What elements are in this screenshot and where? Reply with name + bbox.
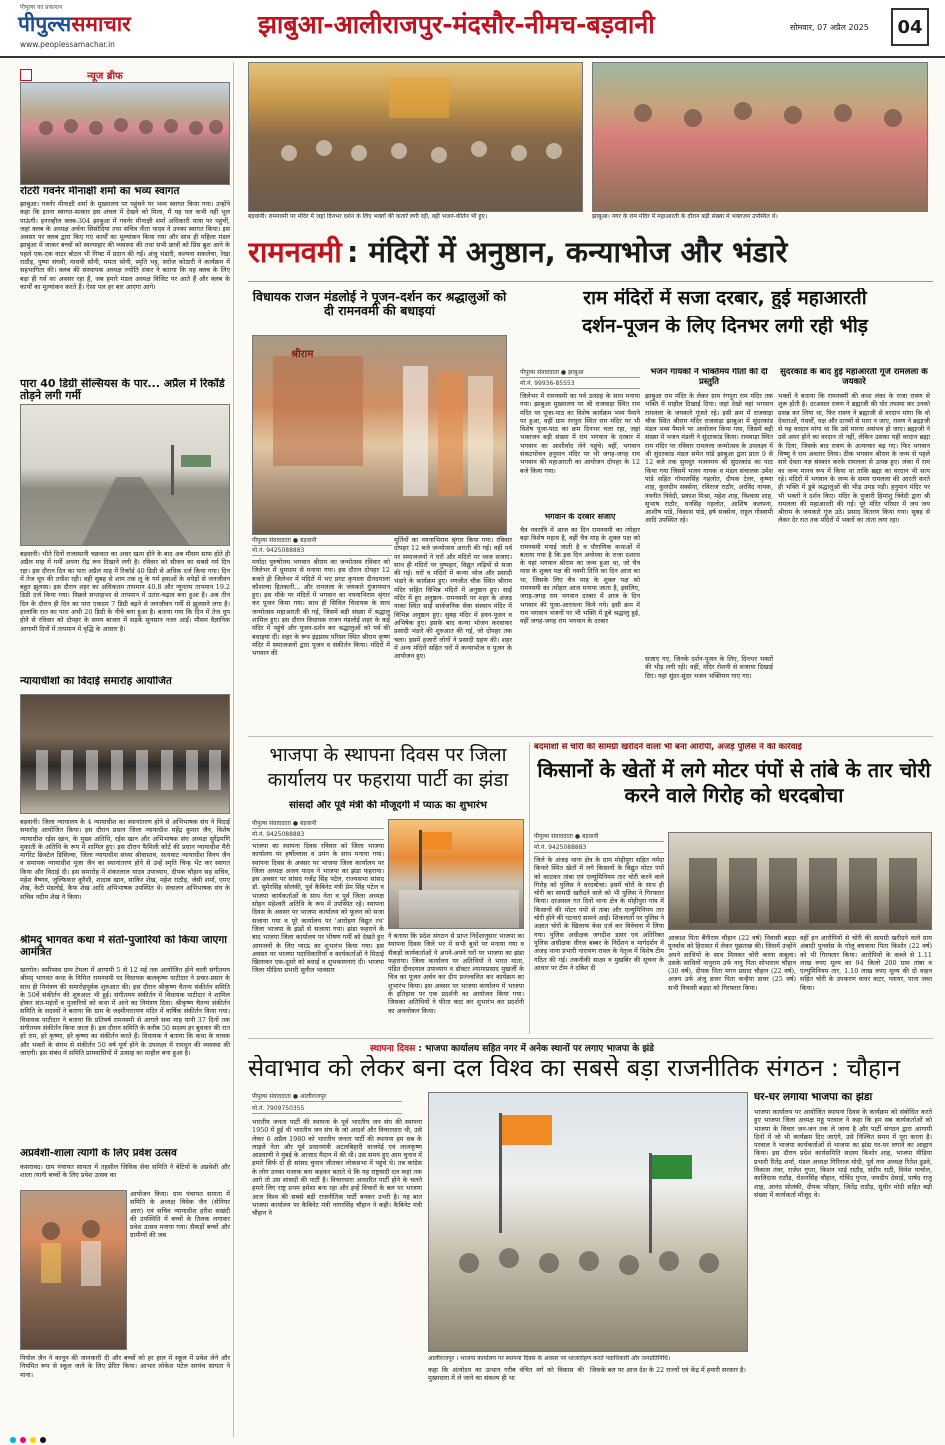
- bhajan-photo-art: [249, 63, 583, 212]
- theft-col-3: वहीं इन आरोपियों से चोरी की सामग्री खरीदने वाले ग्राम अंबादी पुनर्वास के गोलू बघवाया पिता किशोर (22 वर्ष) को भी गिरफ्तार किया। आरोपियों के कब्जे से 1.11 लाख रुपए मूल्य का 94 किलो 200 ग्राम तांबा व एल्युमिनियम तार, 1.10 लाख रुपए मूल्य की दो वाहन सहित चोरी के उपकरण वायर कटर, प्लायर, पाना जब्त किया।: [800, 934, 932, 992]
- left-column-divider: [233, 62, 234, 1437]
- brand-right: समाचार: [71, 12, 131, 36]
- page-number: 04: [891, 8, 929, 46]
- road-photo-art: [21, 405, 230, 546]
- ramnavami-col-d2: सजाए गए, जिनके दर्शन-पूजन के लिए, दिनभर भक्तों की भीड़ लगी रही। वहीं, मंदिर रोशनी से सजाया दिखाई दिए। यहां सुंदर-सुंदर भजन भक्तिमय गाए गए।: [645, 655, 773, 680]
- bjp-col-2: ने बताया कि प्रदेश संगठन से प्राप्त निर्देशानुसार भाजपा का स्थापना दिवस जिले भर में सभी बूथों पर मनाया गया व सैकड़ों कार्यकर्ताओं ने अपने-अपने घरों पर भाजपा का झंडा फहराया। जिला कार्यालय पर अतिथियों ने भारत माता, पंडित दीनदयाल उपाध्याय व डॉक्टर श्यामाप्रसाद मुखर्जी के चित्र का पूजन अर्चन कर दीप प्रज्ज्वलित कर कार्यक्रम का शुभारंभ किया। इस अवसर पर भाजपा कार्यालय में भाजपा के इतिहास पर एक प्रदर्शनी का आयोजन किया गया। जिसका अतिथियों ने फीता काट कर शुभारंभ कर प्रदर्शनी का अवलोकन किया।: [388, 932, 524, 1015]
- judges-photo-art: [21, 695, 230, 814]
- bottom-col-3: जिसके बल पर आज देश के 22 राज्यों एवं केंद्र में हमारी सरकार है।: [590, 1366, 746, 1374]
- theft-headline: किसानों के खेतों में लगे मोटर पंपों से तांबे के तार चोरी करने वाले गिरोह को धरदबोचा: [537, 758, 931, 807]
- admission-body-bottom: पियोल जैन ने कानून की जानकारी दी और बच्चों को हर हाल में स्कूल में प्रवेश लेने और नियमित रूप से स्कूल जाने के लिए प्रेरित किया। आभार लोकेश पटेल सरपंच सायता ने माना।: [20, 1354, 230, 1379]
- brand-logo[interactable]: [18, 10, 131, 38]
- bottom-col-2: कहा कि अंत्योदय का उत्थान गरीब वंचित वर्ग को विकास की मुख्यधारा में ले जाने का संकल्प ही भा: [428, 1366, 584, 1383]
- theft-mobile: मो.नं. 9425088883: [534, 843, 664, 853]
- brand-left: पीपुल्स: [18, 12, 72, 36]
- temple-photo-art: [253, 336, 507, 535]
- bottom-photo-caption: आलीराजपुर । भाजपा कार्यालय पर स्थापना दिवस के अवसर पर ध्वजारोहण करते पदाधिकारी और जनप्रतिनिधि।: [428, 1355, 671, 1362]
- ramnavami-sub-mla: विधायक राजन मंडलोई ने पूजन-दर्शन कर श्रद्धालुओं को दी रामनवमी की बधाइयां: [252, 290, 507, 318]
- judges-title: न्यायाधीशों का विदाई समारोह आयोजित: [20, 676, 172, 687]
- ramnavami-col-a-top: मूर्तियों का नयनाभिराम श्रृंगार किया गया। रविवार दोपहर 12 बजे जन्मोत्सव आरती की गई। वहीं पर्व पर समाजजनों ने घरों और मंदिरों पर ध्वज सजाए। साथ ही मंदिरों पर पुष्पहार, विद्युत लड़ियों से सजा की गई। घरों व मंदिरों में कन्या भोज और प्रसादी भंडारे के कार्यक्रम हुए। रणजीत चौक स्थित श्रीराम मंदिर सहित विभिन्न मंदिरों में अनुष्ठान हुए। साईं मंदिर में हुए अनुष्ठान- रामनवमी पर शहर के अंजड़ नाका स्थित साईं सार्वजनिक सेवा संस्थान मंदिर में विभिन्न अनुष्ठान हुए। सुबह मंदिर में हवन-पूजन व अभिषेक हुए। इसके बाद कन्या भोजन करवाकर प्रसादी भंडारे की शुरुआत की गई, जो दोपहर तक चला। इसमें हजारों लोगों ने प्रसादी ग्रहण की। शहर में अन्य मंदिरों सहित घरों में कन्याभोज व पूजन के आयोजन हुए।: [394, 536, 512, 661]
- bottom-kicker: [370, 1041, 930, 1054]
- theft-col-2: आकाश पिता बैंगीराम चौहान (22 वर्ष) निवासी बड़दा पुनर्वास को हिरासत में लेकर पूछताछ की। जिसमें उन्होंने अपने साथियों के साथ मिलकर चोरी करना कबूला। उसके साथियों नानुराम उर्फ नानु पिता सोभाराम चौहान (30 वर्ष), दीपक पिता मगन प्रसाद चौहान (22 वर्ष), अजय उर्फ अंजू डावर पिता कन्हैया डावर (25 वर्ष) सभी निवासी बड़दा को गिरफ्तार किया।: [668, 934, 796, 992]
- ramnavami-byline-badwani: पीपुल्स संवाददाता ● बड़वानी: [252, 536, 392, 546]
- bottom-side-head: घर-घर लगाया भाजपा का झंडा: [754, 1092, 873, 1103]
- ramnavami-col-a: मर्यादा पुरुषोत्तम भगवान श्रीराम का जन्मोत्सव रविवार को जिलेभर में धूमधाम से मनाया गया। इस दौरान दोपहर 12 बजते ही जिलेभर में मंदिरों में भए प्रगट कृपाला दीनदयाला कौशल्या हितकारी... और रामलला के जयकारे गुंजायमान हुए। इस मौके पर मंदिरों में भगवान का नयनाभिराम श्रृंगार कर पूजन किया गया। साथ ही सिविल विधायक के साथ जन्मोत्सव महाआरती की गई, जिसमें बड़ी संख्या में श्रद्धालु शामिल हुए। इस दौरान विधायक राजन मंडलोई शहर के कई मंदिर में पहुंचे और पूजन-दर्शन कर श्रद्धालुओं को पर्व की बधाइयां दीं। शहर के रूप इंद्रप्रस्थ परिसर स्थित श्रीराम कृष्ण मंदिर में समाजजनों द्वारा पूजन व संकीर्तन किया। मंदिरों में भगवान की: [252, 558, 390, 658]
- bottom-headline: सेवाभाव को लेकर बना दल विश्व का सबसे बड़ा राजनीतिक संगठन : चौहान: [248, 1055, 901, 1082]
- bhagwat-title: श्रीमद् भागवत कथा में संतों-पुजारियों को किया जाएगा आमंत्रित: [20, 935, 227, 958]
- news-brief-text: न्यूज ब्रीफ: [87, 71, 123, 82]
- theft-kicker: बदमाशों से चोरी की सामग्री खरीदने वाला भी बना आरोपी, अंजड़ पुलिस ने की कार्रवाई: [534, 743, 802, 752]
- bottom-kicker-text: : भाजपा कार्यालय सहित नगर में अनेक स्थानों पर लगाए भाजपा के झंडे: [418, 1044, 654, 1054]
- ramnavami-col-c2: चैत्र नवरात्रि में आज का दिन रामनवमी का त्योहार बड़ा विशेष महत्व है, वहीं चैत्र माह के शुक्ल पक्ष को रामनवमी मनाई जाती है व पौराणिक कथाओं में बताया गया है कि इस दिन अयोध्या के राजा दशरथ के यहां भगवान श्रीराम का जन्म हुआ था, जो चैत्र मास के शुक्ल पक्ष की नवमी तिथि का दिन आज का था, जिसके लिए चैत्र माह के शुक्ल पक्ष को रामनवमी का त्योहार आज मनाया जाता है, इसलिए, जगह-जगह राम भगवान दरबार में आज के दिन भगवान की पूजा-आराधना किये गये। इसी क्रम में राम भगवान भजनों पर भी भक्ति में डूबे श्रद्धालु हुई, वहीं जगह-जगह राम भगवान के दरबार: [520, 526, 640, 626]
- ramnavami-mid-subhead: भगवान के दरबार सजाए: [544, 513, 616, 521]
- ramnavami-headline-text: मंदिरों में अनुष्ठान, कन्याभोज और भंडारे: [368, 235, 788, 269]
- admission-photo-art: [21, 1191, 127, 1350]
- bottom-horizontal-rule: [248, 1038, 933, 1039]
- bjp-office-photo: [388, 819, 524, 929]
- admission-body-right: आयोजन किया। ग्राम पंचायत सायता में समिति के अध्यक्ष विवेक जैन (सेनियर आरा) एवं सचिव न्यायाधीश हरीश सखंदी की उपस्थिति में बच्चों के तिलक लगाकर प्रवेश उत्सव मनाया गया। सैकड़ों बच्चों और ग्रामीणों की जब: [130, 1190, 230, 1240]
- bjp-col-1: भाजपा का स्थापना दिवस रविवार को जिला भाजपा कार्यालय पर हर्षोल्लास व उमंग के साथ मनाया गया। स्थापना दिवस के अवसर पर भाजपा जिला कार्यालय पर जिला अध्यक्ष अजय यादव ने भाजपा का झंडा फहराया। इस अवसर पर सांसद गजेंद्र सिंह पटेल, राज्यसभा सांसद डॉ. सुमेरसिंह सोलंकी, पूर्व कैबिनेट मंत्री प्रेम सिंह पटेल व भाजपा कार्यकर्ताओं के साथ नेता व पूर्व जिला अध्यक्ष सोहन महेश्वरी अतिथि के रूप में उपस्थित रहे। स्थापना दिवस के अवसर पर भाजपा कार्यालय को फूलन को सजा सजाया गया व पूरे कार्यालय पर 'आरोहण विद्युत रथ' जिला भाजपा के झंडों से सजाया गया। झंडा फहराने के बाद भाजपा जिला कार्यालय पर भीषण गर्मी को देखते हुए आमजनों के लिए प्याऊ का शुभारंभ किया गया। इस अवसर पर भाजपा पदाधिकारियों व कार्यकर्ताओं ने मिठाई खिलाकर एक-दूसरे को बधाई व शुभकामनाएं दी। भाजपा जिला मीडिया प्रभारी सुनील भावसार: [252, 842, 384, 975]
- ramnavami-kicker: रामनवमी: [248, 235, 342, 269]
- news-brief-label: [20, 64, 230, 82]
- bjp-mobile: मो.नं. 9425088883: [252, 830, 384, 840]
- cmyk-cyan-mark: [10, 1437, 16, 1443]
- admission-title: अप्रवेशी-शाला त्यागी के लिए प्रवेश उत्सव: [20, 1148, 177, 1159]
- judges-body: बड़वानी। जिला न्यायालय के 4 न्यायाधीश का स्थानांतरण होने से अभिभाषक संघ ने विदाई समारोह आयोजित किया। इस दौरान प्रधान जिला न्यायाधीश महेंद्र कुमार जैन, विशेष न्यायाधीश रईस खान, के मुख्य अतिथि, रईस खान और अभिभाषक संघ अध्यक्ष सुरेंद्रमणि मुकाती के अतिथि के रूप में शामिल हुए। इस दौरान फैमिली कोर्ट की प्रधान न्यायाधीश मैरी मार्गरेट क्रिस्टेल डिसिल्वा, जिला न्यायाधीश संध्या श्रीवास्तव, सत्यवाट न्यायाधीश विनय जैन व समापक न्यायाधीश पूजा जैन का स्थानांतरण होने से उन्हें स्मृति चिन्ह भेंट कर स्वागत किया और विदाई दी। इस समारोह में शंकरलाल यादव उपाध्याय, दीपक चौहान सह सचिव, महेश वैष्णव, जुल्फिकार कुरैशी, शादाब खान, साकिर शेख, महेश राठौड़, जेसी शर्मा, एमए शेख, केटी मंडलोई, कैफ शेख आदि अभिभाषक उपस्थित थे। संचालन अभिभाषक संघ के सचिव नदीम शेख ने किया।: [20, 818, 230, 901]
- bottom-mobile: मो.नं. 7909750355: [252, 1104, 402, 1114]
- theft-col-1: जिले के अंजड़ थाना क्षेत्र के ग्राम मोहीपुरा सहित नर्मदा किनारे स्थित खेतों में लगे किसानों के विद्युत मोटर पंपों को काटकर तांबा एवं एल्युमिनियम तार चोरी करने वाले गिरोह को पुलिस ने धरदबोचा। इसमें चोरों के साथ ही चोरी का सामग्री खरीदने वाले को भी पुलिस ने गिरफ्तार किया। दरअसल गत दिनों थाना क्षेत्र के मोहीपुरा गांव में किसानों की मोटर पंपों से तांबा और एल्युमिनियम तार चोरी होने की घटनाएं सामने आईं। शिकायतों पर पुलिस ने अज्ञात चोरों के खिलाफ केस दर्ज कर विवेचना में लिया गया। पुलिस अधीक्षक जगदीश डावर एवं अतिरिक्त पुलिस अधीक्षक धीरज बब्बर के निर्देशन व मार्गदर्शन में अंजड़ थाना प्रभारी नारायण रावल के नेतृत्व में विशेष टीम गठित की गई। तकनीकी साक्ष्य व मुखबिर की सूचना के आधार पर टीम ने दबिश दी: [534, 856, 664, 972]
- bottom-col-1: भारतीय जनता पार्टी की स्थापना के पूर्व भारतीय जन संघ की स्थापना 1950 में हुई थी भारतीय जन संघ के जो आदर्श और विचारधारा थी, उसे लेकर 6 अप्रैल 1980 को भारतीय जनता पार्टी की स्थापना हम सब के लाड़ले नेता और पूर्व प्रधानमंत्री अटलबिहारी वाजपेई एवं लालकृष्ण आडवाणी ने मुंबई के आजाद मैदान में की थी। उस समय हुए आम चुनाव में हमारे सिर्फ दो ही सांसद चुनाव जीतकर लोकसभा में पहुंचे थे। तब कांग्रेस के लोग उनका मजाक बना कहकर बताते थे कि यह राष्ट्रवादी दल कहां तक आगे तो उस सांसदों की पार्टी है। विचारधारा आधारित पार्टी होने के चलते हमारे लिए राष्ट्र प्रथम हमेशा बना रहा और इन्हें विचारों के बल पर भाजपा आज विश्व की सबसे बड़ी राजनीतिक पार्टी बनकर उभरी है। यह बात भाजपा कार्यालय पर कैबिनेट मंत्री नागरसिंह चौहान ने कही। कैबिनेट मंत्री चौहान ने: [252, 1118, 422, 1218]
- rotary-body: झाबुआ। गवर्नर मीनाक्षी शर्मा के मुख्यालय पर पहुंचने पर भव्य स्वागत किया गया। उन्होंने कहा कि इतना स्वागत-सत्कार इस अंचल में देखने को मिला, मैं यह पल कभी नहीं भूल पाऊंगी। इनरव्हील क्लब-304 झाबुआ में गवर्नर मीनाक्षी शर्मा अधिकारी यात्रा पर पहुंचीं, जहां क्लब के अध्यक्ष अर्चना सिसोदिया तथा सचिव नीता यादव ने उनका स्वागत किया। इस अवसर पर क्लब द्वारा किए गए कार्यों का मूल्यांकन किया गया और साथ ही महिला मंडल झाबुआ में जाकर बच्चों को स्वल्पाहार की व्यवस्था की तथा सभी छात्रों को प्रिंस ब्रुश आने के पहले एक-एक वाटर बोटल भी गिफ्ट में प्रदान की गई। अंजू भंडारी, कल्पना सकलेचा, रेखा राठौड़, पुष्पा संघवी, माधवी सोनी, ममता सोनी, स्मृति भट्ट, सरोज कोठारी ने कार्यक्रम में सहभागिता की। क्लब की संस्थापक अध्यक्ष ज्योति शंकर ने बताया कि यह क्लब के लिए बड़ा ही गर्व का अवसर रहा है, जब हमारे मंडल अध्यक्ष विजिट पर आते हैं और क्लब के कार्यों का मूल्यांकन करते हैं। ऐसा पल हर बार आएगा आगे।: [20, 200, 230, 291]
- heat-body: बड़वानी। भीते दिनों राजस्थानी चक्रवात का असर खत्म होने के बाद अब मौसम साफ होते ही अप्रैल माह में गर्मी अपना रौद्र रूप दिखाने लगी है। रविवार को सीजन का सबसे गर्म दिन रहा। इस दौरान दिन का पारा अप्रैल माह में रिकॉर्ड 40 डिग्री से अधिक दर्ज किया गया। दिन में तेज धूप की तपीश रही। वहीं सुबह से शाम तक लू के गर्म हवाओं के थपेड़ों से जनजीवन बहुत झुलसा। इस दौरान शहर का अधिकतम तापमान 40.8 और न्यूनतम तापमान 19.2 डिग्री दर्ज किया गया। पिछले सप्ताहभर से तापमान में उतार-चढ़ाव बना हुआ है। अब तीन दिन के दौरान ही दिन का पारा एकदम 7 डिग्री बढ़ने से जनजीवन गर्मी से झुलसने लगा है। हालांकि रात का पारा अभी 20 डिग्री के नीचे बना हुआ है। बताया गया कि दिन में तेज धूप होने से रविवार को दोपहर के समय बाजार में सड़कें सुनसान नजर आईं। मौसम वैज्ञानिक आगामी दिनों में तापमान में वृद्धि के आसार है।: [20, 550, 230, 633]
- bjp-office-art: [389, 820, 524, 929]
- heat-title: पारा 40 डिग्री सेल्सियस के पार... अप्रैल में रिकॉर्ड तोड़ने लगी गर्मी: [20, 378, 225, 403]
- jhabua-photo-caption: झाबुआ। नगर के राम मंदिर में महाआरती के दौरान बड़ी संख्या में भक्तजन उपस्थित थे।: [592, 213, 778, 220]
- masthead: [0, 0, 945, 58]
- ramnavami-mobile-badwani: मो.नं. 9425088883: [252, 546, 392, 556]
- bjp-theft-divider: [529, 742, 530, 1034]
- bjp-flag-headline: भाजपा के स्थापना दिवस पर जिला कार्यालय पर फहराया पार्टी का झंडा: [267, 744, 509, 791]
- rotary-photo-art: [21, 83, 230, 185]
- bottom-byline: पीपुल्स संवाददाता ● आलीराजपुर: [252, 1092, 402, 1102]
- badwani-temple-bhajan-photo: [248, 62, 583, 212]
- website-link[interactable]: www.peoplessamachar.in: [20, 40, 115, 49]
- flag-photo-art: [429, 1093, 748, 1352]
- bottom-side-text: भाजपा कार्यालय पर आयोजित स्थापना दिवस के कार्यक्रम को संबोधित करते हुए भाजपा जिला अध्यक्ष महू परवाल ने कहा कि हम सब कार्यकर्ताओं को भाजपा के विचार जन-जन तक ले जाना है और पार्टी संगठन द्वारा आगामी दिनों में जो भी कार्यक्रम दिए जाएंगे, उसे निश्चित समय में पूरा करना है। परवाल ने भाजपा कार्यकर्ताओं से भाजपा का झंडा घर-घर लगाने का आह्वान किया। इस दौरान प्रदेश कार्यसमिति सदस्य किशोर शाह, भाजपा मीडिया प्रभारी रितेंद्र शर्मा, मंडल अध्यक्ष गिरिराज मोदी, पूर्व नपा अध्यक्ष रितेश डुडवे, विकास तंवर, राजेश गुप्ता, किशन भाई राठौड़, संदीप राठी, विनेश पाचोल, कालिदास राठौड़, रोशनसिंह चौहान, गोविंद गुप्ता, जयदीप देसाई, पार्षद राजु शाह, आनंद सोलंकी, दीपक परिहार, जितेंद्र राठौड़, सुधीर मोदी सहित बड़ी संख्या में कार्यकर्ता मौजूद थे।: [754, 1108, 932, 1199]
- bjp-flag-sub: सांसदों और पूर्व मंत्री की मौजूदगी में प्याऊ का शुभारंभ: [289, 800, 487, 811]
- aarti-photo-art: [593, 63, 928, 212]
- cmyk-yellow-mark: [30, 1437, 36, 1443]
- ramnavami-sub-crowd: दर्शन-पूजन के लिए दिनभर लगी रही भीड़: [582, 316, 868, 337]
- edition-title: झाबुआ-आलीराजपुर-मंदसौर-नीमच-बड़वानी: [258, 10, 655, 39]
- bjp-byline: पीपुल्स संवाददाता ● बड़वानी: [252, 819, 384, 829]
- ramnavami-col-e: भक्तों ने बताया कि रामनवमी की कथा लंका के राजा रावण से शुरू होती है। दरअसल रावण ने ब्रह्माजी की घोर तपस्या कर उनको प्रसन्न कर लिया था, फिर रावण ने ब्रह्माजी से वरदान मांगा कि वो देवताओं, गंधर्वों, यक्ष और दानवों से मारा न जाए, रावण ने ब्रह्माजी से यह वरदान मांगा था कि उसे मारना असंभव हो जाए। ब्रह्माजी ने उसे अमर होने का वरदान तो नहीं, लेकिन उसका यहीं वरदान ब्रह्मा के दिया, जिसके बाद रावण के अत्याचार बढ़ गए। फिर भगवान विष्णु ने राम अवतार लिया। ठीक भगवान श्रीराम के जन्म से पहले सारे देवता यज्ञ संस्कार करके रामलला से उत्पन्न हुए। लंका में राम का जन्म मानव रूप में किया था ताकि ब्रह्मा का वरदान भी सत्य रहे। मंदिरों में भगवान के जन्म के समय रामलला की आरती करते ही भक्ति में डूबे श्रद्धालुओं की भीड़ उमड़ पड़ी। हनुमान मंदिर पर भी भक्तों ने दर्शन किए। मंदिर के पुजारी हिमांशु त्रिवेदी द्वारा श्री रामलला की महाआरती की गई। पूरे मंदिर परिसर में जय जय श्रीराम के जयकारे गूंज उठे। प्रसाद वितरण किया गया। सुबह से लेकर देर रात तक मंदिरों में भक्तों का तांता लगा रहा।: [778, 392, 930, 525]
- mid-horizontal-rule: [248, 736, 933, 737]
- print-registration-marks: [0, 1436, 945, 1444]
- rotary-title: रोटरी गवर्नर मीनाक्षी शर्मा का भव्य स्वागत: [20, 186, 180, 197]
- admission-photo: [20, 1190, 127, 1350]
- admission-body-top: कसरावद। ग्राम पंचायत सायता में तहसील जिविक सेवा समिति ने बेटियों के अप्रवेशी और शाला त्यागी बच्चों के लिए प्रवेश उत्सव का: [20, 1163, 230, 1180]
- news-brief-icon: [20, 69, 32, 81]
- theft-accused-photo: [668, 832, 932, 930]
- ramnavami-colon: :: [346, 235, 369, 269]
- theft-byline: पीपुल्स संवाददाता ● बड़वानी: [534, 832, 664, 842]
- accused-photo-art: [669, 833, 932, 930]
- temple-shriram-label: श्रीराम: [291, 349, 314, 360]
- ramnavami-byline-jhabua: पीपुल्स संवाददाता ● झाबुआ: [520, 368, 640, 378]
- judges-farewell-photo: [20, 694, 230, 814]
- ramnavami-sub-darbar: राम मंदिरों में सजा दरबार, हुई महाआरती: [583, 288, 867, 309]
- rotary-group-photo: [20, 82, 230, 185]
- cmyk-black-mark: [40, 1437, 46, 1443]
- mla-temple-photo: [252, 335, 507, 535]
- brand-tagline: पीपुल्स का प्रकाशन: [20, 4, 63, 11]
- ramnavami-headline: [248, 232, 933, 282]
- ramnavami-side-head-bhajan: भजन गायकों ने भक्तिमय गीतों की दी प्रस्तुति: [650, 368, 768, 387]
- bottom-kicker-label: स्थापना दिवस: [370, 1044, 416, 1054]
- jhabua-maha-aarti-photo: [592, 62, 928, 212]
- issue-date: सोमवार, 07 अप्रैल 2025: [790, 23, 869, 32]
- cmyk-magenta-mark: [20, 1437, 26, 1443]
- ramnavami-col-c1: जिलेभर में रामनवमी का पर्व उत्साह के साथ मनाया गया। झाबुआ मुख्यालय पर श्री राजवाड़ा स्थित राम मंदिर पर पूजा-पाठ का विशेष कार्यक्रम भव्य पैमाने पर हुआ, वहीं ग्राम रंगपुरा स्थित राम मंदिर पर भी विशेष पूजा-पाठ का क्रम दिनभर चला रहा, जहां भक्तजन बड़ी संख्या में राम भगवान के दरबार में भगवान का आशीर्वाद लेने पहुंचे। वहीं, भगवान संकटमोचन हनुमान मंदिर पर भी जगह-जगह राम भगवान की महाआरती का आयोजन दोपहर के 12 बजे किया गया।: [520, 392, 640, 475]
- badwani-photo-caption: बड़वानी। रामनवमी पर मंदिर में जहां दिनभर दर्शन के लिए भक्तों की कतारें लगी रहीं, वहीं भजन-कीर्तन भी हुए।: [248, 213, 488, 220]
- bhagwat-body: खरगोन। समीपस्थ ग्राम टेमला में आगामी 5 से 12 मई तक आयोजित होने वाली संगीतमय श्रीमद् भागवत कथा के निमित्त रामनवमी पर विधायक बालकृष्ण पाटीदार ने प्रचार-प्रसार के साथ ही निमंत्रण की समारोहपूर्वक शुरुआत की। इस दौरान श्रीकृष्ण चैतन्य संकीर्तन समिति के 50वें संकीर्तन की शुरुआत भी हुई। संगीतमय संकीर्तन में विधायक पाटीदार ने शामिल होकर संत-महंतों व पुजारियों को कथा में आने का निमंत्रण दिया। श्रीकृष्ण चैतन्य संकीर्तन समिति के सदस्यों ने बताया कि ग्राम के लक्ष्मीनारायण मंदिर में वार्षिक संकीर्तन किया गया। विधायक पाटीदार ने बताया कि प्रतिवर्ष रामनवमी से आगले सवा माह यानी 37 दिनों तक संगीतमय संकीर्तन किया जाता है। इस दौरान समिति के करीब 50 सदस्य हर बुधवार की रात हरे राम, हरे कृष्णा, हरे कृष्णा का संकीर्तन करते हैं। विधायक ने बताया कि कथा के वाचक और भक्तों के संगम से संकीर्तन 50 वर्ष पूर्ण होने के उपलक्ष्य में रामधुन की व्यवस्था की जाएगी। इस संबंध में समिति प्रामवासियों में उत्साह का माहौल बना हुआ है।: [20, 966, 230, 1057]
- heat-road-photo: [20, 404, 230, 546]
- ramnavami-mobile-jhabua: मो.नं. 99936-85553: [520, 379, 640, 389]
- ramnavami-side-head-aarti: सुंदरकांड के बाद हुई महाआरती गूंजे रामलला के जयकारे: [780, 368, 928, 387]
- ramnavami-col-d: झाबुआ राम मंदिर के लेकर ग्राम रंगपुरा राम मंदिर तक भक्ति में माहौल दिखाई दिया। जहां देखो वहां भगवान रामलला के जयकारे गूंजते रहे। इसी क्रम में राजवाड़ा चौक स्थित श्रीराम मंदिर राजवाड़ा झाबुआ में सुंदरकांड मंडल भव्य पैमाने पर आयोजन किया गया, जिसमें बड़ी संख्या में भजन मंडली ने सुंदरकांड किया। रामवाड़ा स्थित राम मंदिर पर रविवार रामलला जन्मोत्सव के उपलक्ष्य में श्री सुंदरकांड मंडल समेत पांडे झाबुआ द्वारा प्रातः 9 से 12 बजे तक सुमधुर भजनमय श्री सुंदरकांड का पाठ किया गया जिसमें भजन गायक व मंडल संचालक उमेश पांडे सहित गोपालसिंह गहलोत, दीपक टेलर, कृष्णा शाह, कुलदीप सक्सेना, रविराज राठौर, अरविंद नायक, नवनीत त्रिवेदी, प्रकाश मिश्रा, महेश शाह, विश्वास शाह, सुभाष राठौर, धनसिंह गहलोत, आशिष कलपना, आशीष पांडे, विकास पांडे, हर्ष सक्सेना, राहुल गोस्वामी आदि उपस्थित रहे।: [645, 392, 773, 525]
- bottom-flag-hoisting-photo: [428, 1092, 748, 1352]
